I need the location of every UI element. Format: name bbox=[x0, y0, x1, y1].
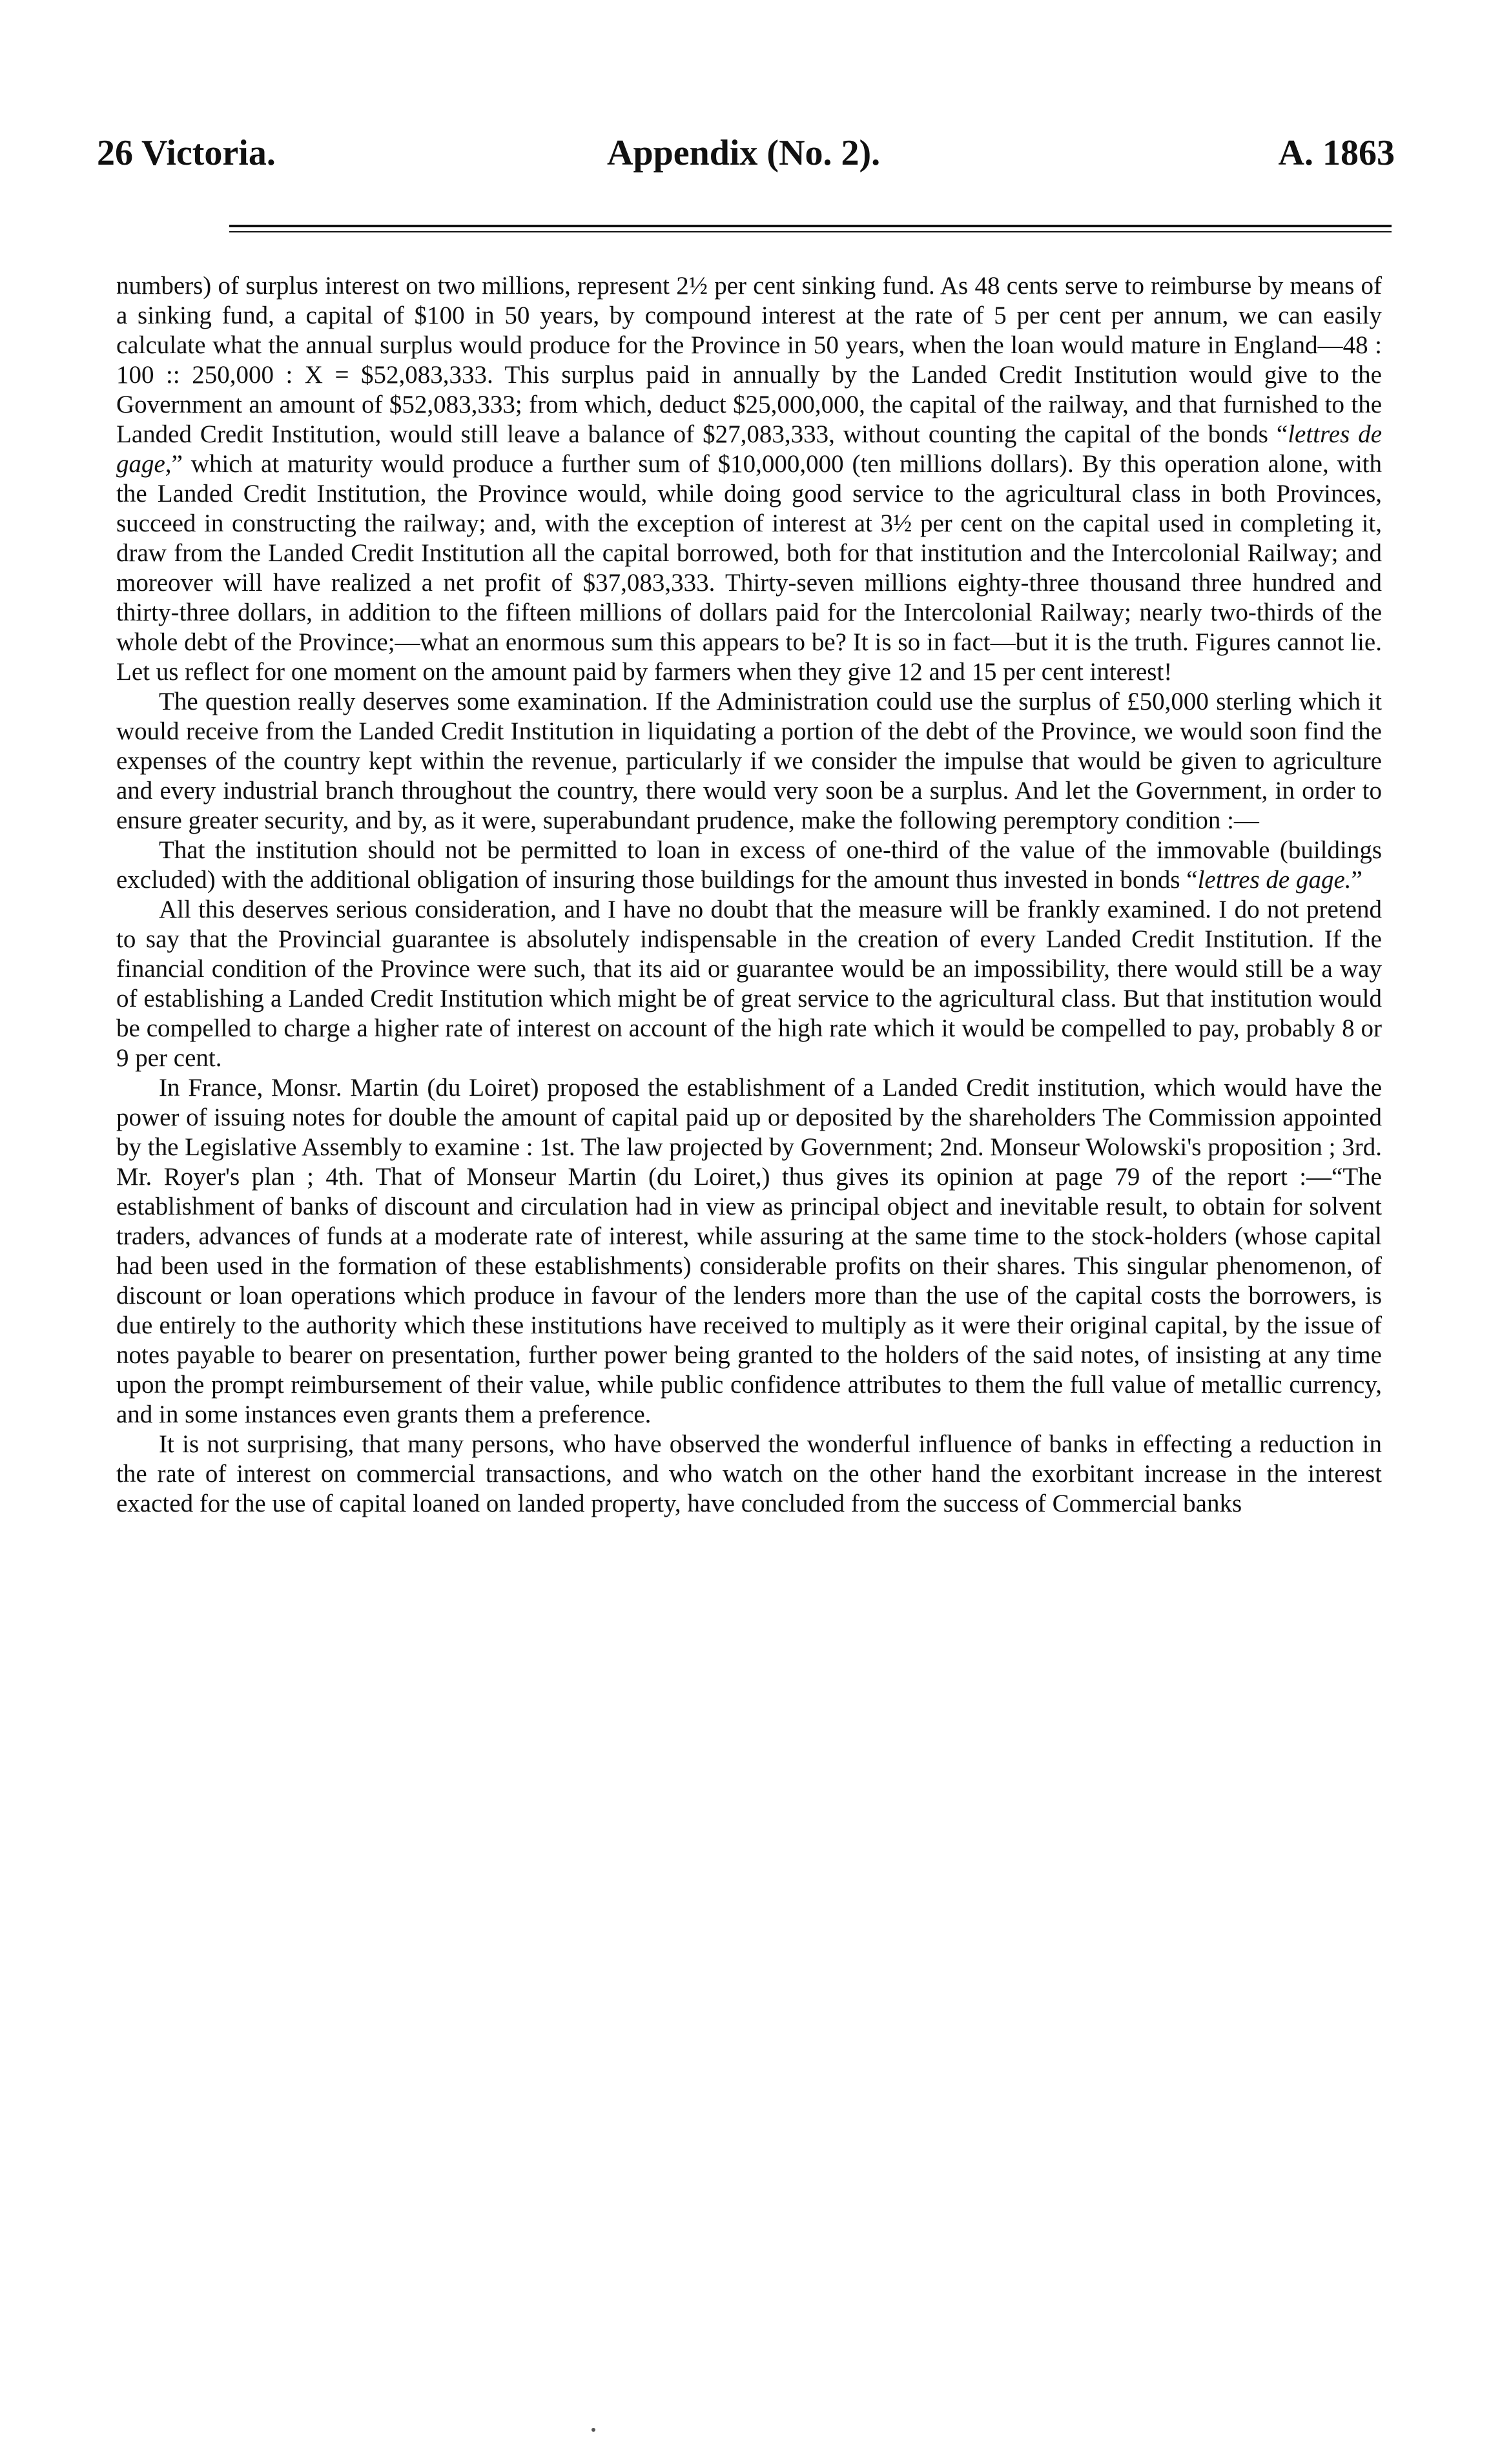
paragraph-1-part-a: numbers) of surplus interest on two millions, represent 2½ per cent sinking fund. As 48 cents serve to reimburse by means of a sinking fund, a capital of $100 in 50 years, by compound interest at the rate of 5 per cent per annum, we can easily calculate what the annual surplus would produce for the Province in 50 years, when the loan would mature in England—48 : 100 :: 250,000 : X = $52,083,333. This surplus paid in annually by the Landed Credit Institution would give to the Government an amount of $52,083,333; from which, deduct $25,000,000, the capital of the railway, and that furnished to the Landed Credit Institution, would still leave a balance of $27,083,333, without counting the capital of the bonds “ bbox=[116, 272, 1382, 448]
page-speck bbox=[591, 2428, 595, 2432]
header-year: A. 1863 bbox=[1278, 133, 1395, 173]
paragraph-3-italic: lettres de gage. bbox=[1197, 866, 1352, 894]
body-text bbox=[116, 271, 1382, 2421]
paragraph-5: In France, Monsr. Martin (du Loiret) proposed the establishment of a Landed Credit institution, which would have the power of issuing notes for double the amount of capital paid up or deposited by the shareholders The Commission appointed by the Legislative Assembly to examine : 1st. The law projected by Government; 2nd. Monseur Wolowski's proposition ; 3rd. Mr. Royer's plan ; 4th. That of Monseur Martin (du Loiret,) thus gives its opinion at page 79 of the report :—“The establishment of banks of discount and circulation had in view as principal object and inevitable result, to obtain for solvent traders, advances of funds at a moderate rate of interest, while assuring at the same time to the stock-holders (whose capital had been used in the formation of these establishments) considerable profits on their shares. This singular phenomenon, of discount or loan operations which produce in favour of the lenders more than the use of the capital costs the borrowers, is due entirely to the authority which these institutions have received to multiply as it were their original capital, by the issue of notes payable to bearer on presentation, further power being granted to the holders of the said notes, of insisting at any time upon the prompt reimbursement of their value, while public confidence attributes to them the full value of metallic currency, and in some instances even grants them a preference. bbox=[116, 1074, 1382, 1428]
header-session: 26 Victoria. bbox=[97, 133, 276, 173]
paragraph-6: It is not surprising, that many persons, who have observed the wonderful influence of banks in effecting a reduction in the rate of interest on commercial transactions, and who watch on the other hand the exorbitant increase in the interest exacted for the use of capital loaned on landed property, have concluded from the success of Commercial banks bbox=[116, 1430, 1382, 1517]
paragraph-1 bbox=[116, 271, 1382, 687]
header-rule-thin bbox=[229, 231, 1392, 232]
paragraph-1-part-c: ” which at maturity would produce a further sum of $10,000,000 (ten millions dollars). By this operation alone, with the Landed Credit Institution, the Province would, while doing good service to the agricultural class in both Provinces, succeed in constructing the railway; and, with the exception of interest at 3½ per cent on the capital used in completing it, draw from the Landed Credit Institution all the capital borrowed, both for that institution and the Intercolonial Railway; and moreover will have realized a net profit of $37,083,333. Thirty-seven millions eighty-three thousand three hundred and thirty-three dollars, in addition to the fifteen millions of dollars paid for the Intercolonial Railway; nearly two-thirds of the whole debt of the Province;—what an enormous sum this appears to be? It is so in fact—but it is the truth. Figures cannot lie. Let us reflect for one moment on the amount paid by farmers when they give 12 and 15 per cent interest! bbox=[116, 450, 1382, 686]
paragraph-3-part-a: That the institution should not be permitted to loan in excess of one-third of the value of the immovable (buildings excluded) with the additional obligation of insuring those buildings for the amount thus invested in bonds “ bbox=[116, 836, 1382, 894]
page-header bbox=[97, 132, 1395, 190]
paragraph-3 bbox=[116, 836, 1382, 895]
paragraph-2: The question really deserves some examination. If the Administration could use the surplus of £50,000 sterling which it would receive from the Landed Credit Institution in liquidating a portion of the debt of the Province, we would soon find the expenses of the country kept within the revenue, particularly if we consider the impulse that would be given to agriculture and every industrial branch throughout the country, there would very soon be a surplus. And let the Government, in order to ensure greater security, and by, as it were, superabundant prudence, make the following peremptory condition :— bbox=[116, 688, 1382, 834]
paragraph-3-part-c: ” bbox=[1351, 866, 1362, 894]
header-appendix: Appendix (No. 2). bbox=[607, 133, 881, 173]
paragraph-1-italic: lettres de gage, bbox=[116, 420, 1382, 478]
header-rule bbox=[229, 225, 1392, 227]
paragraph-4: All this deserves serious consideration, and I have no doubt that the measure will be frankly examined. I do not pretend to say that the Provincial guarantee is absolutely indispensable in the creation of every Landed Credit Institution. If the financial condition of the Province were such, that its aid or guarantee would be an impossibility, there would still be a way of establishing a Landed Credit Institution which might be of great service to the agricultural class. But that institution would be compelled to charge a higher rate of interest on account of the high rate which it would be compelled to pay, probably 8 or 9 per cent. bbox=[116, 896, 1382, 1072]
